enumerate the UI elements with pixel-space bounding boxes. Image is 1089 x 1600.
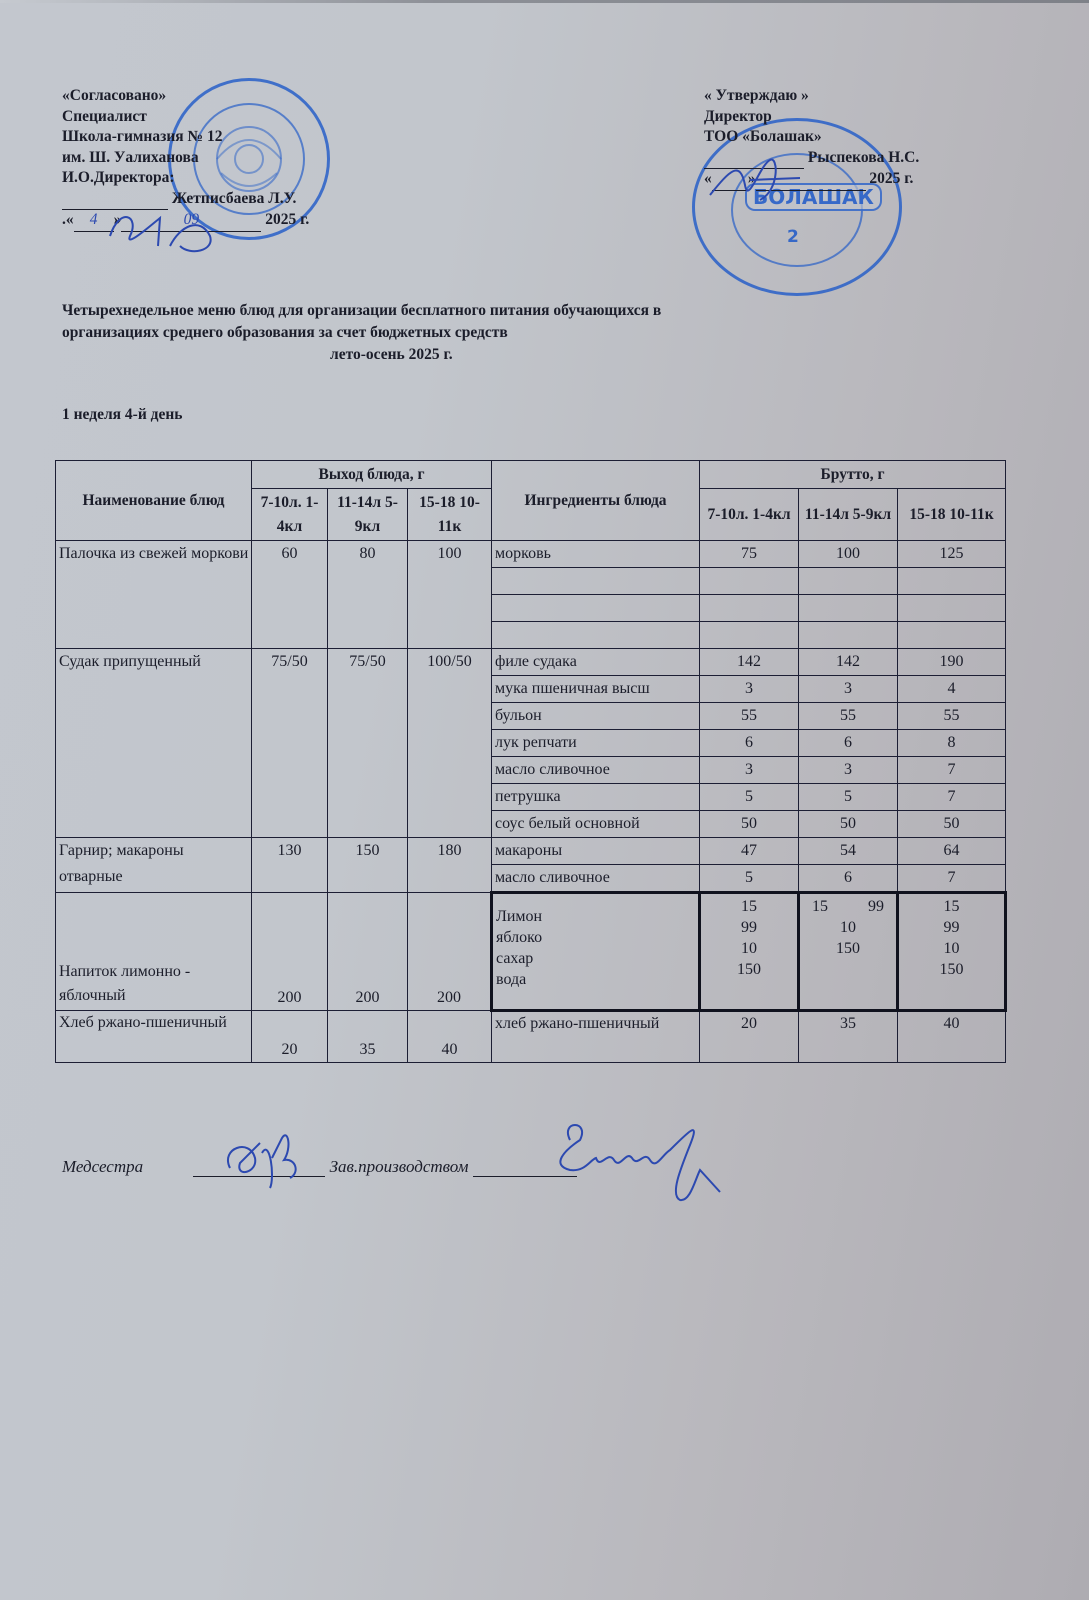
table-row (56, 1011, 1006, 1063)
dish-yield: 200 (408, 893, 492, 1011)
title-season: лето-осень 2025 г. (330, 346, 453, 363)
ingredient-name: макароны (492, 838, 700, 865)
dish-yield: 75/50 (328, 649, 408, 838)
header-gross-age-3: 15-18 10-11к (898, 489, 1006, 541)
empty-cell (492, 622, 700, 649)
empty-cell (799, 595, 898, 622)
menu-table (55, 460, 1007, 1063)
dish-yield: 80 (328, 541, 408, 649)
dish-yield: 180 (408, 838, 492, 893)
date-year-right: 2025 г. (869, 170, 914, 187)
ingredient-gross: 142 (700, 649, 799, 676)
ingredient-name: масло сливочное (492, 865, 700, 893)
ingredient-name: мука пшеничная высш (492, 676, 700, 703)
empty-cell (700, 568, 799, 595)
ingredient-gross: 7 (898, 865, 1006, 893)
ingredient-gross: 5 (700, 784, 799, 811)
ingredient-gross: 5 (700, 865, 799, 893)
ingredient-name: хлеб ржано-пшеничный (492, 1011, 700, 1063)
gross-value: 150 (737, 961, 762, 978)
production-head-signature-line (473, 1156, 577, 1177)
gross-value: 10 (943, 940, 960, 957)
ingredient-gross: 3 (700, 676, 799, 703)
table-row (56, 893, 1006, 1011)
gross-value: 150 (939, 961, 964, 978)
acting-director-name: Жетписбаева Л.У. (171, 189, 297, 207)
empty-cell (898, 622, 1006, 649)
title-line-1: Четырехнедельное меню блюд для организации бесплатного питания обучающихся в (62, 302, 662, 319)
ingredient-name: бульон (492, 703, 700, 730)
director-name: Рыспекова Н.С. (807, 148, 920, 166)
ingredient-name: сахар (496, 950, 534, 967)
company-name: ТОО «Болашак» (704, 128, 822, 145)
drink-gross-age-2 (799, 893, 898, 1011)
date-year-left: 2025 г. (265, 211, 310, 228)
drink-ingredients (492, 893, 700, 1011)
dish-yield: 35 (328, 1011, 408, 1063)
ingredient-gross: 100 (799, 541, 898, 568)
approval-heading-right: « Утверждаю » (704, 87, 809, 104)
ingredient-gross: 3 (700, 757, 799, 784)
gross-value: 15 (741, 898, 758, 915)
title-line-2: организациях среднего образования за счет бюджетных средств (62, 324, 508, 341)
empty-cell (700, 595, 799, 622)
ingredient-gross: 50 (700, 811, 799, 838)
header-gross-age-1: 7-10л. 1-4кл (700, 489, 799, 541)
ingredient-gross: 50 (799, 811, 898, 838)
ingredient-name: Лимон (496, 908, 543, 925)
gross-value: 99 (741, 919, 758, 936)
ingredient-gross: 3 (799, 757, 898, 784)
director-signature-line (704, 148, 974, 170)
ingredient-name: масло сливочное (492, 757, 700, 784)
header-yield-age-1: 7-10л. 1-4кл (252, 489, 328, 541)
ingredient-gross: 7 (898, 757, 1006, 784)
approval-block-right (704, 86, 974, 191)
empty-cell (799, 622, 898, 649)
drink-gross-age-1 (700, 893, 799, 1011)
approval-heading-left: «Согласовано» (62, 87, 167, 104)
dish-name: Хлеб ржано-пшеничный (56, 1011, 252, 1063)
header-gross: Брутто, г (700, 461, 1006, 489)
signature-row (62, 1156, 577, 1177)
acting-director-signature-line (62, 189, 309, 211)
empty-cell (492, 568, 700, 595)
ingredient-gross: 142 (799, 649, 898, 676)
production-head-label: Зав.производством (329, 1157, 469, 1176)
empty-cell (898, 568, 1006, 595)
date-day: 4 (74, 210, 114, 232)
header-yield-age-2: 11-14л 5-9кл (328, 489, 408, 541)
dish-yield: 60 (252, 541, 328, 649)
gross-value: 15 99 (812, 898, 885, 915)
approval-date-left: .« 4 » 09 2025 г. (62, 210, 309, 232)
ingredient-gross: 6 (799, 730, 898, 757)
ingredient-gross: 50 (898, 811, 1006, 838)
ingredient-gross: 47 (700, 838, 799, 865)
drink-gross-age-3 (898, 893, 1006, 1011)
dish-name: Палочка из свежей моркови (56, 541, 252, 649)
table-row (56, 838, 1006, 865)
dish-yield: 20 (252, 1011, 328, 1063)
gross-value: 15 (943, 898, 960, 915)
header-yield: Выход блюда, г (252, 461, 492, 489)
ingredient-name: лук репчати (492, 730, 700, 757)
dish-yield: 150 (328, 838, 408, 893)
header-dish-name: Наименование блюд (56, 461, 252, 541)
gross-value: 99 (943, 919, 960, 936)
dish-yield: 200 (328, 893, 408, 1011)
ingredient-gross: 35 (799, 1011, 898, 1063)
dish-yield: 40 (408, 1011, 492, 1063)
school-namesake: им. Ш. Уалиханова (62, 148, 199, 166)
stamp-number: 2 (787, 227, 799, 247)
dish-yield: 200 (252, 893, 328, 1011)
ingredient-gross: 75 (700, 541, 799, 568)
ingredient-name: петрушка (492, 784, 700, 811)
dish-name: Судак припущенный (56, 649, 252, 838)
dish-yield: 100 (408, 541, 492, 649)
ingredient-gross: 55 (799, 703, 898, 730)
nurse-signature-line (193, 1156, 325, 1177)
ingredient-gross: 6 (700, 730, 799, 757)
ingredient-gross: 8 (898, 730, 1006, 757)
ingredient-name: морковь (492, 541, 700, 568)
empty-cell (700, 622, 799, 649)
ingredient-name: филе судака (492, 649, 700, 676)
dish-name: Напиток лимонно - яблочный (56, 893, 252, 1011)
table-row (56, 541, 1006, 568)
table-row (56, 649, 1006, 676)
ingredient-gross: 7 (898, 784, 1006, 811)
dish-name: Гарнир; макароны отварные (56, 838, 252, 893)
dish-yield: 130 (252, 838, 328, 893)
acting-director-label: И.О.Директора: (62, 169, 175, 186)
header-yield-age-3: 15-18 10-11к (408, 489, 492, 541)
approver-position: Специалист (62, 107, 147, 125)
ingredient-gross: 64 (898, 838, 1006, 865)
ingredient-gross: 190 (898, 649, 1006, 676)
dish-yield: 100/50 (408, 649, 492, 838)
gross-value: 10 (840, 919, 857, 936)
ingredient-gross: 54 (799, 838, 898, 865)
director-position: Директор (704, 107, 772, 125)
gross-value: 10 (741, 940, 758, 957)
ingredient-gross: 55 (700, 703, 799, 730)
empty-cell (898, 595, 1006, 622)
gross-value: 150 (836, 940, 861, 957)
date-month: 09 (121, 210, 261, 232)
ingredient-gross: 20 (700, 1011, 799, 1063)
document-title (62, 300, 661, 366)
school-name: Школа-гимназия № 12 (62, 128, 223, 145)
ingredient-gross: 5 (799, 784, 898, 811)
empty-cell (492, 595, 700, 622)
header-gross-age-2: 11-14л 5-9кл (799, 489, 898, 541)
empty-cell (799, 568, 898, 595)
ingredient-gross: 3 (799, 676, 898, 703)
ingredient-name: вода (496, 971, 527, 988)
ingredient-name: соус белый основной (492, 811, 700, 838)
ingredient-gross: 4 (898, 676, 1006, 703)
stamp-company-name: БОЛАШАК (745, 183, 882, 211)
dish-yield: 75/50 (252, 649, 328, 838)
ingredient-name: яблоко (496, 929, 543, 946)
approval-date-right: « » 2025 г. (704, 169, 974, 191)
photo-edge (0, 0, 1089, 3)
nurse-label: Медсестра (62, 1157, 144, 1176)
ingredient-gross: 6 (799, 865, 898, 893)
header-ingredients: Ингредиенты блюда (492, 461, 700, 541)
ingredient-gross: 40 (898, 1011, 1006, 1063)
ingredient-gross: 55 (898, 703, 1006, 730)
ingredient-gross: 125 (898, 541, 1006, 568)
week-day-label: 1 неделя 4-й день (62, 406, 183, 423)
approval-block-left (62, 86, 309, 232)
